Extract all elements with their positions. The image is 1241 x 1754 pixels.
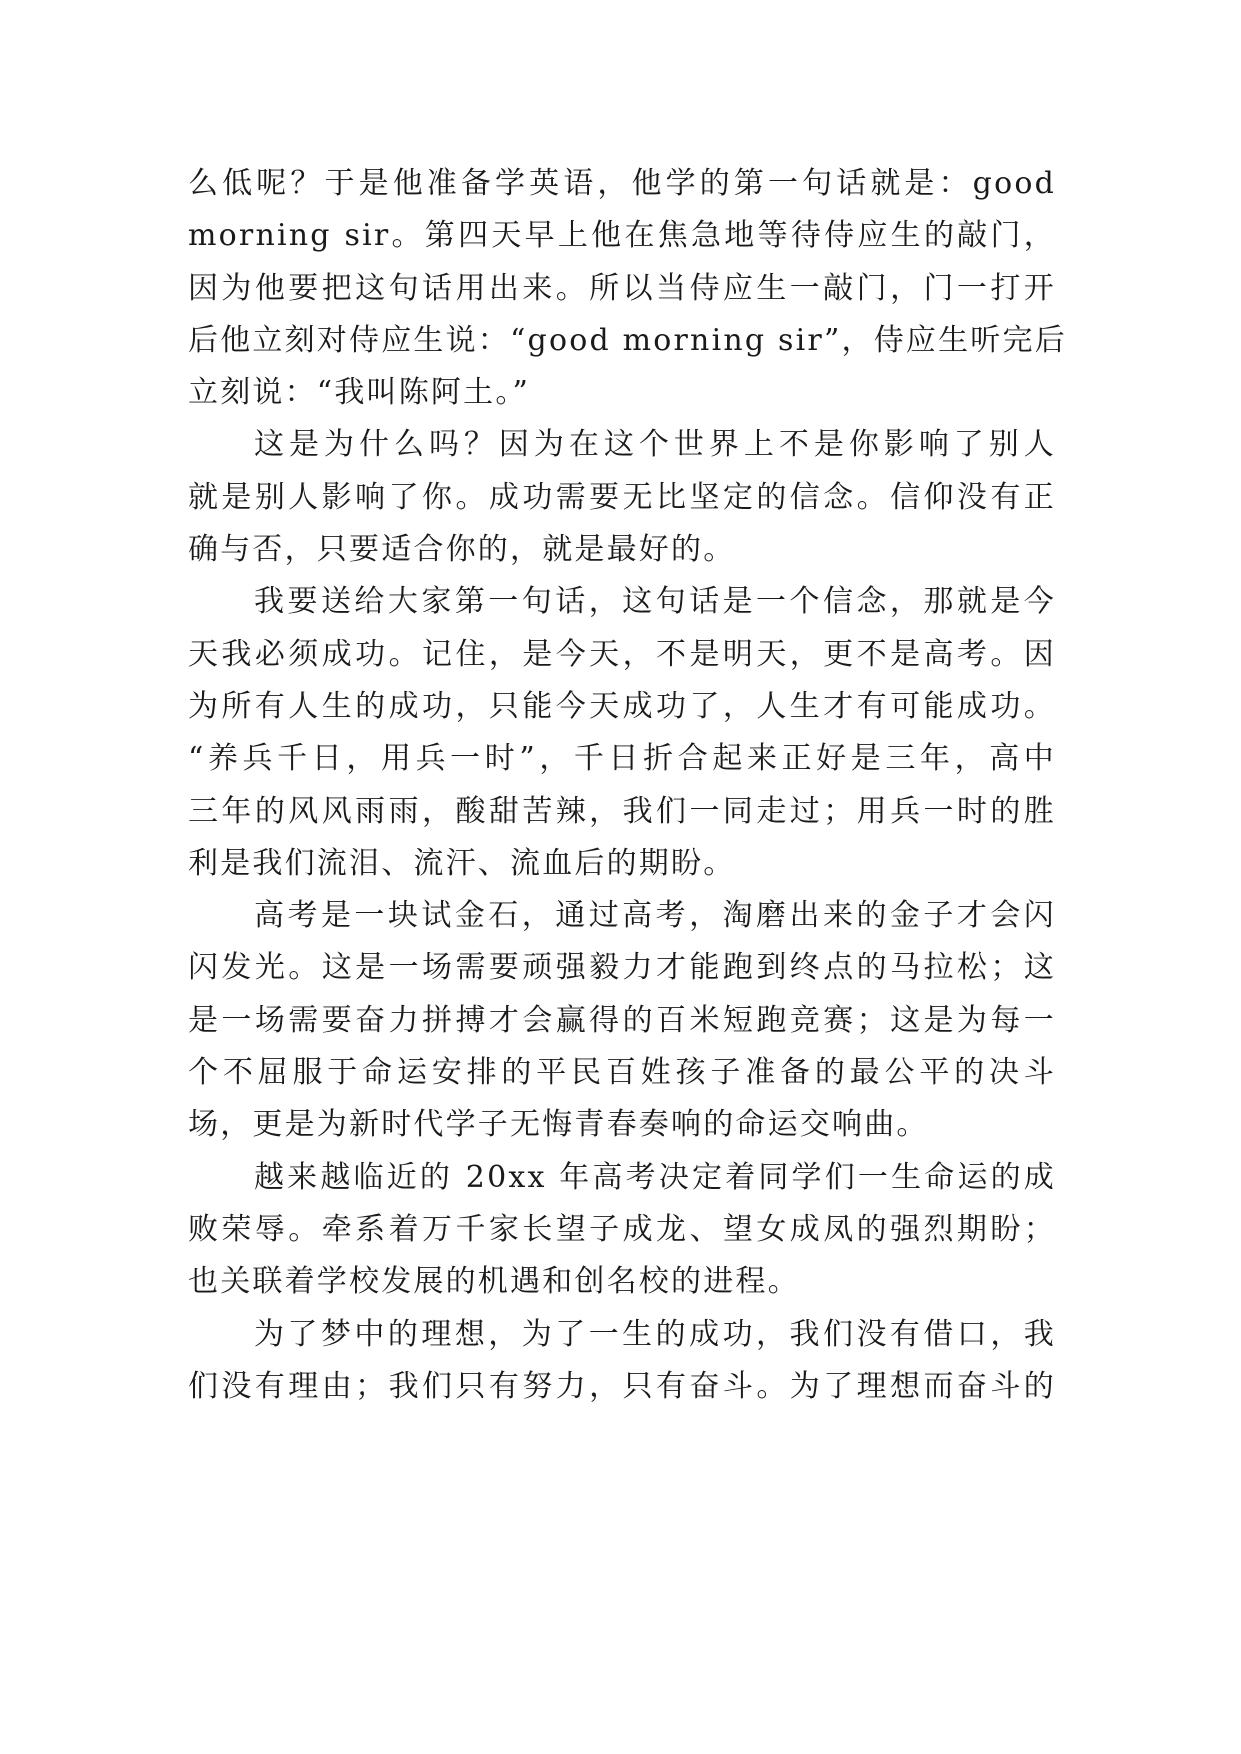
- text-line: 利是我们流泪、流汗、流血后的期盼。: [188, 845, 736, 881]
- text-line: 也关联着学校发展的机遇和创名校的进程。: [188, 1264, 800, 1300]
- paragraph-6: [188, 1309, 1056, 1414]
- text-line: 确与否，只要适合你的，就是最好的。: [188, 532, 736, 568]
- paragraph-2: [188, 419, 1056, 576]
- text-line: 闪发光。这是一场需要顽强毅力才能跑到终点的马拉松；这: [188, 950, 1056, 986]
- text-line: 是一场需要奋力拼搏才会赢得的百米短跑竞赛；这是为每一: [188, 1002, 1056, 1038]
- text-line: 就是别人影响了你。成功需要无比坚定的信念。信仰没有正: [188, 479, 1056, 515]
- text-line: 败荣辱。牵系着万千家长望子成龙、望女成凤的强烈期盼；: [188, 1211, 1056, 1247]
- text-line: 越来越临近的 20xx 年高考决定着同学们一生命运的成: [254, 1159, 1056, 1195]
- text-line: 立刻说：“我叫陈阿土。”: [188, 375, 531, 411]
- paragraph-5: [188, 1152, 1056, 1309]
- text-line: 高考是一块试金石，通过高考，淘磨出来的金子才会闪: [254, 898, 1056, 934]
- text-line: 天我必须成功。记住，是今天，不是明天，更不是高考。因: [188, 636, 1056, 672]
- text-line: morning sir。第四天早上他在焦急地等待侍应生的敲门，: [188, 218, 1056, 254]
- text-line: 为了梦中的理想，为了一生的成功，我们没有借口，我: [254, 1316, 1056, 1352]
- text-line: 个不屈服于命运安排的平民百姓孩子准备的最公平的决斗: [188, 1055, 1056, 1091]
- text-line: 我要送给大家第一句话，这句话是一个信念，那就是今: [254, 584, 1056, 620]
- text-line: 们没有理由；我们只有努力，只有奋斗。为了理想而奋斗的: [188, 1368, 1056, 1404]
- text-line: 么低呢？于是他准备学英语，他学的第一句话就是：good: [188, 166, 1056, 201]
- text-line: 为所有人生的成功，只能今天成功了，人生才有可能成功。: [188, 688, 1056, 724]
- text-line: 三年的风风雨雨，酸甜苦辣，我们一同走过；用兵一时的胜: [188, 793, 1056, 829]
- text-line: “养兵千日，用兵一时”，千日折合起来正好是三年，高中: [188, 741, 1056, 777]
- document-body: [188, 158, 1067, 1413]
- text-line: 这是为什么吗？因为在这个世界上不是你影响了别人: [254, 427, 1056, 463]
- text-line: 因为他要把这句话用出来。所以当侍应生一敲门，门一打开: [188, 270, 1056, 306]
- paragraph-3: [188, 576, 1056, 890]
- paragraph-1: [188, 158, 1067, 419]
- text-line: 后他立刻对侍应生说：“good morning sir”，侍应生听完后: [188, 322, 1067, 358]
- text-line: 场，更是为新时代学子无悔青春奏响的命运交响曲。: [188, 1107, 929, 1143]
- paragraph-4: [188, 890, 1056, 1151]
